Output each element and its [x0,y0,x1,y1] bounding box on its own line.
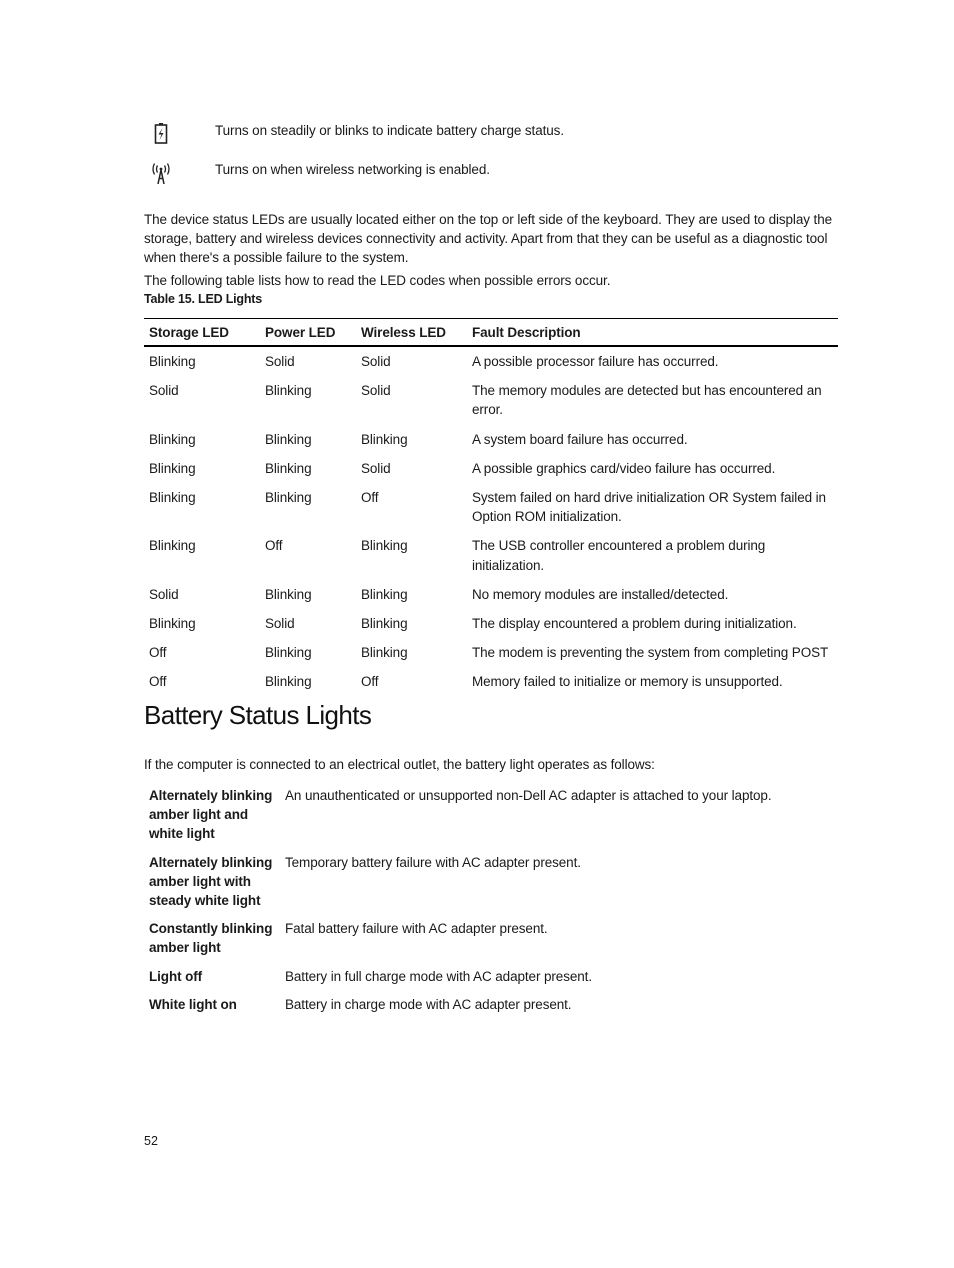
table-cell: Solid [361,354,391,369]
table-cell: Blinking [149,431,196,447]
table-cell: Solid [361,460,391,476]
wireless-led-text: Turns on when wireless networking is enabled. [215,162,490,177]
table-cell: Memory failed to initialize or memory is unsupported. [472,674,783,690]
table-cell: Off [149,645,167,661]
column-header: Power LED [260,319,356,347]
list-item [144,919,834,966]
table-row [144,638,838,667]
table-intro-paragraph: The following table lists how to read the LED codes when possible errors occur. [144,273,611,288]
table-cell: The display encountered a problem during initialization. [472,616,797,632]
table-cell: Blinking [361,538,408,554]
intro-paragraph: The device status LEDs are usually located either on the top or left side of the keyboard. They are used to display the storage, battery and wireless devices connectivity and activity. Apart from that they can be useful as a diagnostic tool when there's a possible failure to the system. [144,212,833,266]
table-cell: Blinking [265,383,312,399]
table-row [144,425,838,454]
table-cell: A possible processor failure has occurred. [472,354,719,369]
table-cell: The USB controller encountered a problem during initialization. [472,538,766,573]
led-lights-table [144,318,838,697]
table-cell: Solid [149,383,179,399]
column-header: Fault Description [467,319,838,347]
status-term: Alternately blinking amber light and white light [149,788,273,842]
table-cell: System failed on hard drive initialization OR System failed in Option ROM initialization. [472,490,826,525]
status-description: Battery in charge mode with AC adapter present. [285,996,572,1012]
status-term: White light on [149,996,237,1012]
section-title: Battery Status Lights [144,700,372,730]
table-row [144,483,838,531]
table-cell: Blinking [265,460,312,476]
table-cell: Blinking [265,490,312,506]
table-row [144,667,838,696]
table-row [144,531,838,579]
table-cell: Blinking [265,586,312,602]
table-cell: Solid [361,383,391,399]
battery-status-list [144,786,834,1023]
list-item [144,786,834,853]
list-item [144,995,834,1023]
table-cell: Blinking [361,645,408,661]
table-cell: Off [361,674,379,690]
battery-icon [150,121,172,147]
table-cell: Blinking [361,586,408,602]
table-cell: Blinking [149,354,196,369]
status-description: An unauthenticated or unsupported non-Dell AC adapter is attached to your laptop. [285,788,772,803]
table-cell: No memory modules are installed/detected. [472,586,729,602]
list-item [144,967,834,995]
table-cell: Blinking [361,431,408,447]
table-row [144,346,838,376]
table-row [144,376,838,424]
table-header-row [144,319,838,347]
battery-intro-paragraph: If the computer is connected to an electrical outlet, the battery light operates as follows: [144,757,655,772]
table-row [144,454,838,483]
table-cell: A system board failure has occurred. [472,431,688,447]
status-term: Light off [149,968,203,984]
table-cell: Blinking [149,490,196,506]
table-cell: Blinking [265,431,312,447]
table-cell: The memory modules are detected but has encountered an error. [472,383,822,418]
wireless-icon [150,160,172,186]
status-description: Fatal battery failure with AC adapter present. [285,921,548,937]
table-cell: Blinking [149,538,196,554]
status-description: Battery in full charge mode with AC adapter present. [285,968,592,984]
table-cell: Blinking [149,460,196,476]
table-cell: Blinking [361,616,408,632]
table-row [144,609,838,638]
table-cell: A possible graphics card/video failure has occurred. [472,460,776,476]
table-row [144,580,838,609]
status-term: Alternately blinking amber light with steady white light [149,854,273,909]
table-cell: Blinking [265,645,312,661]
table-cell: Blinking [149,616,196,632]
table-cell: Off [149,674,167,690]
table-cell: Solid [265,616,295,632]
table-cell: Blinking [265,674,312,690]
table-cell: The modem is preventing the system from completing POST [472,645,829,661]
page-number: 52 [144,1134,158,1148]
table-cell: Off [265,538,283,554]
column-header: Storage LED [144,319,260,347]
table-cell: Solid [265,354,295,369]
column-header: Wireless LED [356,319,467,347]
list-item [144,853,834,920]
battery-led-text: Turns on steadily or blinks to indicate battery charge status. [215,123,564,138]
status-description: Temporary battery failure with AC adapter present. [285,854,581,870]
status-term: Constantly blinking amber light [149,921,273,956]
table-cell: Off [361,490,379,506]
table-caption: Table 15. LED Lights [144,292,263,306]
table-cell: Solid [149,586,179,602]
